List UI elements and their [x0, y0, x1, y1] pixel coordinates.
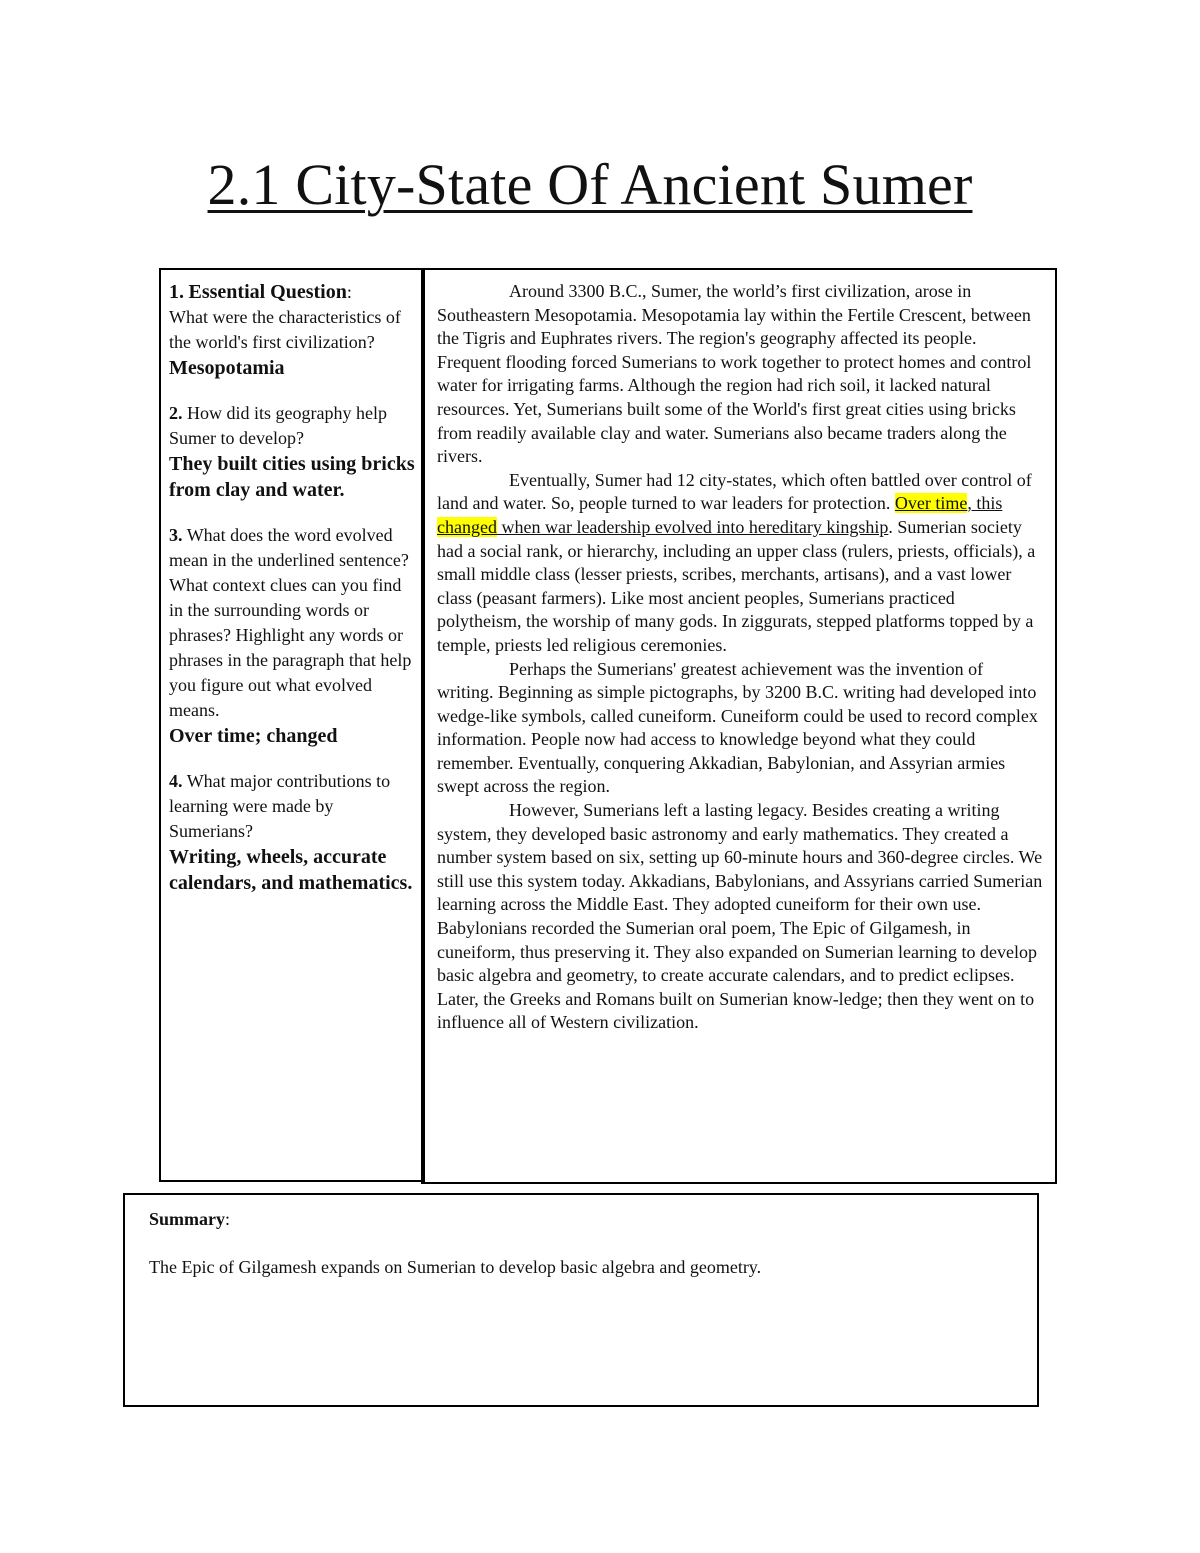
question-4-number: 4. — [169, 771, 183, 791]
question-1-label: Essential Question — [188, 281, 347, 303]
questions-column — [159, 268, 425, 1182]
question-2-text: How did its geography help Sumer to develop? — [169, 403, 387, 448]
question-2 — [169, 401, 415, 503]
question-1 — [169, 280, 415, 381]
summary-text: The Epic of Gilgamesh expands on Sumerian to develop basic algebra and geometry. — [149, 1257, 762, 1277]
highlight-over-time: Over time — [894, 493, 968, 514]
question-1-text: What were the characteristics of the world's first civilization? — [169, 307, 401, 352]
question-4 — [169, 769, 415, 896]
reading-paragraph-1: Around 3300 B.C., Sumer, the world’s first civilization, arose in Southeastern Mesopotamia. Mesopotamia lay within the Fertile Crescent, between the Tigris and Euphrates rivers. The region's geography affected its people. Frequent flooding forced Sumerians to work together to protect homes and control water for irrigating farms. Although the region had rich soil, it lacked natural resources. Yet, Sumerians built some of the World's first great cities using bricks from readily available clay and water. Sumerians also became traders along the rivers. — [437, 281, 1032, 467]
question-2-number: 2. — [169, 403, 183, 423]
question-1-number: 1. — [169, 281, 184, 303]
summary-colon: : — [225, 1209, 231, 1229]
question-1-colon: : — [346, 282, 352, 302]
question-1-answer: Mesopotamia — [169, 357, 285, 379]
question-3-text: What does the word evolved mean in the underlined sentence? What context clues can you find in the surrounding words or phrases? Highlight any words or phrases in the paragraph that help you figure out what evolved means. — [169, 525, 412, 720]
reading-paragraph-3: Perhaps the Sumerians' greatest achievement was the invention of writing. Beginning as simple pictographs, by 3200 B.C. writing had developed into wedge-like symbols, called cuneiform. Cuneiform could be used to record complex information. People now had access to knowledge beyond what they could remember. Eventually, conquering Akkadian, Babylonian, and Assyrian armies swept across the region. — [437, 658, 1038, 797]
summary-label: Summary — [149, 1209, 225, 1229]
question-3-answer: Over time; changed — [169, 725, 338, 747]
underlined-sentence-part-1: , this — [967, 493, 1003, 514]
reading-passage — [421, 268, 1057, 1184]
reading-paragraph-4: However, Sumerians left a lasting legacy. Besides creating a writing system, they developed basic astronomy and early mathematics. They created a number system based on six, setting up 60-minute hours and 360-degree circles. We still use this system today. Akkadians, Babylonians, and Assyrians carried Sumerian learning across the Middle East. They adopted cuneiform for their own use. Babylonians recorded the Sumerian oral poem, The Epic of Gilgamesh, in cuneiform, thus preserving it. They also expanded on Sumerian learning to develop basic algebra and geometry, to create accurate calendars, and to predict eclipses. Later, the Greeks and Romans built on Sumerian know-ledge; then they went on to influence all of Western civilization. — [437, 800, 1043, 1033]
underlined-sentence-part-2: when war leadership evolved into hereditary kingship — [496, 516, 889, 537]
summary-box — [123, 1193, 1039, 1407]
question-4-text: What major contributions to learning were made by Sumerians? — [169, 771, 391, 841]
question-3 — [169, 523, 415, 749]
reading-paragraph-2 — [437, 469, 1043, 658]
question-2-answer: They built cities using bricks from clay and water. — [169, 453, 415, 501]
page-title: 2.1 City-State Of Ancient Sumer — [207, 152, 973, 217]
question-3-number: 3. — [169, 525, 183, 545]
highlight-changed: changed — [437, 516, 497, 537]
paragraph-2-start: Eventually, Sumer had 12 city-states, which often battled over control of land and water. So, people turned to war leaders for protection. — [437, 469, 1032, 514]
paragraph-2-end: . Sumerian society had a social rank, or hierarchy, including an upper class (rulers, priests, officials), a small middle class (lesser priests, scribes, merchants, artisans), and a vast lower class (peasant farmers). Like most ancient peoples, Sumerians practiced polytheism, the worship of many gods. In ziggurats, stepped platforms topped by a temple, priests led religious ceremonies. — [437, 516, 1036, 655]
question-4-answer: Writing, wheels, accurate calendars, and mathematics. — [169, 846, 413, 894]
